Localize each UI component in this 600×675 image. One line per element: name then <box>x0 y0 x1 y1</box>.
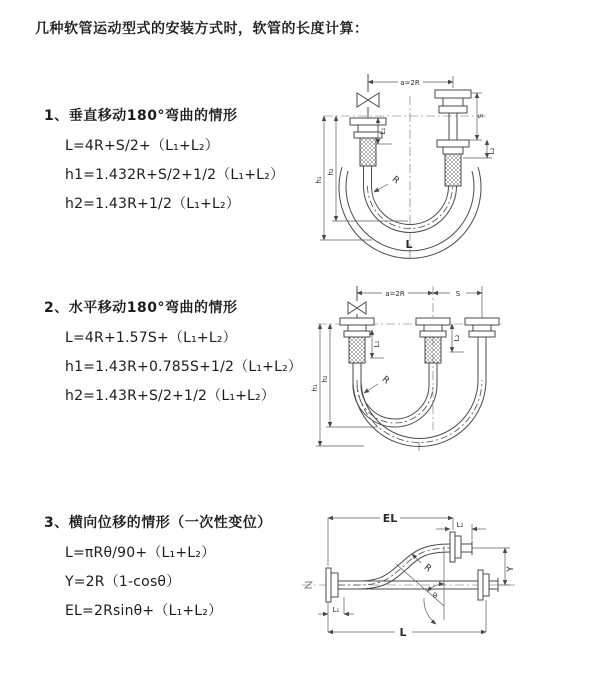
radius-leader <box>374 175 401 192</box>
dimension-l2 <box>450 324 464 352</box>
dimension-span <box>368 76 453 88</box>
section-2-heading: 2、水平移动180°弯曲的情形 <box>44 300 238 316</box>
dim-label-a2r: a=2R <box>385 290 405 298</box>
radius-label: R <box>389 174 401 187</box>
dimension-el <box>328 512 453 566</box>
dim-label-a2r: a=2R <box>400 79 420 87</box>
vertical-180-bend-diagram <box>310 68 600 268</box>
left-braided-hose-section <box>360 138 376 166</box>
length-label: L <box>405 238 413 251</box>
dim-label-l1: L₁ <box>379 127 387 135</box>
dim-label-s: S <box>477 113 485 119</box>
formula-h1: h1=1.432R+S/2+1/2（L₁+L₂） <box>65 167 285 183</box>
dim-label-h2: h₂ <box>327 168 335 176</box>
right-pipe-flange <box>465 318 499 337</box>
valve-icon <box>357 74 379 118</box>
formula-L: L=πRθ/90+（L₁+L₂） <box>65 545 216 561</box>
dimension-l1 <box>370 330 384 358</box>
formula-h2: h2=1.43R+1/2（L₁+L₂） <box>65 196 241 212</box>
left-pipe-flange <box>340 318 374 337</box>
radius-label: R <box>421 562 433 575</box>
left-flange <box>326 568 338 602</box>
dim-label-y: Y <box>506 566 516 572</box>
dimension-span <box>357 286 482 318</box>
section-horizontal-motion <box>44 297 302 404</box>
dim-label-s: S <box>455 290 461 298</box>
dimension-l <box>328 600 486 639</box>
section-lateral-displacement <box>44 512 272 619</box>
dim-label-l2: L₂ <box>456 521 464 529</box>
horizontal-180-bend-diagram <box>308 280 600 465</box>
section-3-heading: 3、横向位移的情形（一次性变位） <box>44 515 272 531</box>
right-pipe <box>435 90 471 154</box>
formula-L: L=4R+S/2+（L₁+L₂） <box>65 138 219 154</box>
dim-label-el: EL <box>382 512 398 525</box>
formula-h2: h2=1.43R+S/2+1/2（L₁+L₂） <box>65 388 276 404</box>
angle-label: θ <box>432 592 438 600</box>
left-braided-hose-section <box>349 337 365 363</box>
dim-label-l2: L₂ <box>453 334 461 342</box>
formula-Y: Y=2R（1-cosθ） <box>65 574 181 590</box>
radius-leader <box>364 375 391 393</box>
dim-label-l2: L₂ <box>488 147 496 155</box>
dim-label-h2: h₂ <box>321 375 329 383</box>
dim-label-l: L <box>399 626 407 639</box>
middle-braided-hose-section <box>425 337 441 363</box>
hose-displaced-position <box>338 532 472 589</box>
dimension-l1 <box>318 597 354 614</box>
page-title: 几种软管运动型式的安装方式时，软管的长度计算： <box>35 21 369 37</box>
hose-u-bend-moved-position <box>353 337 486 447</box>
dimension-s <box>469 93 485 140</box>
formula-EL: EL=2Rsinθ+（L₁+L₂） <box>65 603 223 619</box>
dim-label-h1: h₁ <box>311 384 319 392</box>
dim-label-l1: L₁ <box>373 340 381 348</box>
formula-L: L=4R+1.57S+（L₁+L₂） <box>65 330 237 346</box>
lateral-displacement-diagram <box>300 502 600 652</box>
formula-h1: h1=1.43R+0.785S+1/2（L₁+L₂） <box>65 359 303 375</box>
dim-label-l1: L₁ <box>332 606 340 614</box>
section-vertical-motion <box>44 105 284 212</box>
valve-icon <box>348 286 366 318</box>
section-1-heading: 1、垂直移动180°弯曲的情形 <box>44 108 238 124</box>
hose-u-bend-position-1 <box>353 363 437 427</box>
radius-label: R <box>379 374 391 387</box>
right-braided-hose-section <box>445 154 461 186</box>
middle-pipe-flange <box>416 318 450 337</box>
dim-label-h1: h₁ <box>315 176 323 184</box>
